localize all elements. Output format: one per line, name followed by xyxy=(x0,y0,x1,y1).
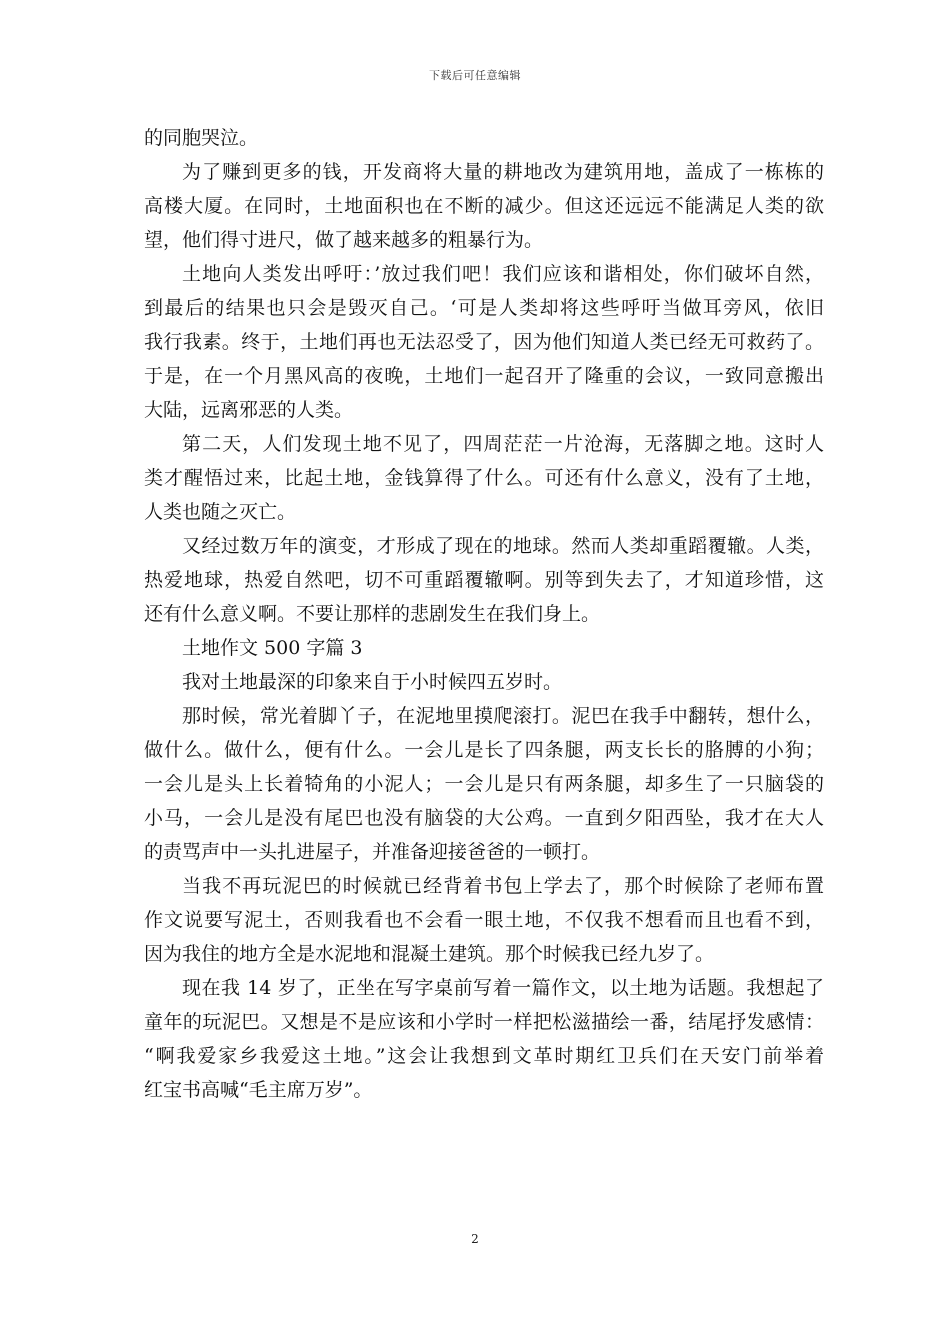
page-number: 2 xyxy=(471,1232,479,1246)
text-line: 热爱地球，热爱自然吧，切不可重蹈覆辙啊。别等到失去了，才知道珍惜，这 xyxy=(144,569,824,591)
text-line: 到最后的结果也只会是毁灭自己。‘可是人类却将这些呼吁当做耳旁风，依旧 xyxy=(144,297,824,319)
text-line: 小马，一会儿是没有尾巴也没有脑袋的大公鸡。一直到夕阳西坠，我才在大人 xyxy=(144,807,824,829)
text-line: 还有什么意义啊。不要让那样的悲剧发生在我们身上。 xyxy=(144,603,601,625)
text-line: 类才醒悟过来，比起土地，金钱算得了什么。可还有什么意义，没有了土地， xyxy=(144,467,824,489)
text-line: 一会儿是头上长着犄角的小泥人；一会儿是只有两条腿，却多生了一只脑袋的 xyxy=(144,773,824,795)
text-line: 童年的玩泥巴。又想是不是应该和小学时一样把松滋描绘一番，结尾抒发感情： xyxy=(144,1011,824,1033)
text-line: 第二天，人们发现土地不见了，四周茫茫一片沧海，无落脚之地。这时人 xyxy=(182,433,824,455)
text-line: 我行我素。终于，土地们再也无法忍受了，因为他们知道人类已经无可救药了。 xyxy=(144,331,824,353)
text-line: 为了赚到更多的钱，开发商将大量的耕地改为建筑用地，盖成了一栋栋的 xyxy=(182,161,824,183)
text-line: 作文说要写泥土，否则我看也不会看一眼土地，不仅我不想看而且也看不到， xyxy=(144,909,824,931)
page-header: 下载后可任意编辑 xyxy=(429,69,521,82)
text-line: 红宝书高喊“毛主席万岁”。 xyxy=(144,1079,373,1101)
text-line: 的同胞哭泣。 xyxy=(144,127,259,149)
text-line: 于是，在一个月黑风高的夜晚，土地们一起召开了隆重的会议，一致同意搬出 xyxy=(144,365,824,387)
text-line: 望，他们得寸进尺，做了越来越多的粗暴行为。 xyxy=(144,229,544,251)
text-line: 大陆，远离邪恶的人类。 xyxy=(144,399,354,421)
text-line: 高楼大厦。在同时，土地面积也在不断的减少。但这还远远不能满足人类的欲 xyxy=(144,195,824,217)
text-line: 做什么。做什么，便有什么。一会儿是长了四条腿，两支长长的胳膊的小狗； xyxy=(144,739,824,761)
text-line: “啊我爱家乡我爱这土地。”这会让我想到文革时期红卫兵们在天安门前举着 xyxy=(144,1045,824,1067)
text-line: 现在我 14 岁了，正坐在写字桌前写着一篇作文，以土地为话题。我想起了 xyxy=(182,977,824,999)
text-line: 当我不再玩泥巴的时候就已经背着书包上学去了，那个时候除了老师布置 xyxy=(182,875,824,897)
document-body xyxy=(144,121,824,1107)
text-line: 那时候，常光着脚丫子，在泥地里摸爬滚打。泥巴在我手中翻转，想什么， xyxy=(182,705,824,727)
text-line: 土地作文 500 字篇 3 xyxy=(182,637,363,659)
text-line: 的责骂声中一头扎进屋子，并准备迎接爸爸的一顿打。 xyxy=(144,841,601,863)
text-line: 人类也随之灭亡。 xyxy=(144,501,297,523)
text-line: 因为我住的地方全是水泥地和混凝土建筑。那个时候我已经九岁了。 xyxy=(144,943,715,965)
text-line: 我对土地最深的印象来自于小时候四五岁时。 xyxy=(182,671,563,693)
text-line: 又经过数万年的演变，才形成了现在的地球。然而人类却重蹈覆辙。人类， xyxy=(182,535,824,557)
text-line: 土地向人类发出呼吁：’放过我们吧！我们应该和谐相处，你们破坏自然， xyxy=(182,263,824,285)
